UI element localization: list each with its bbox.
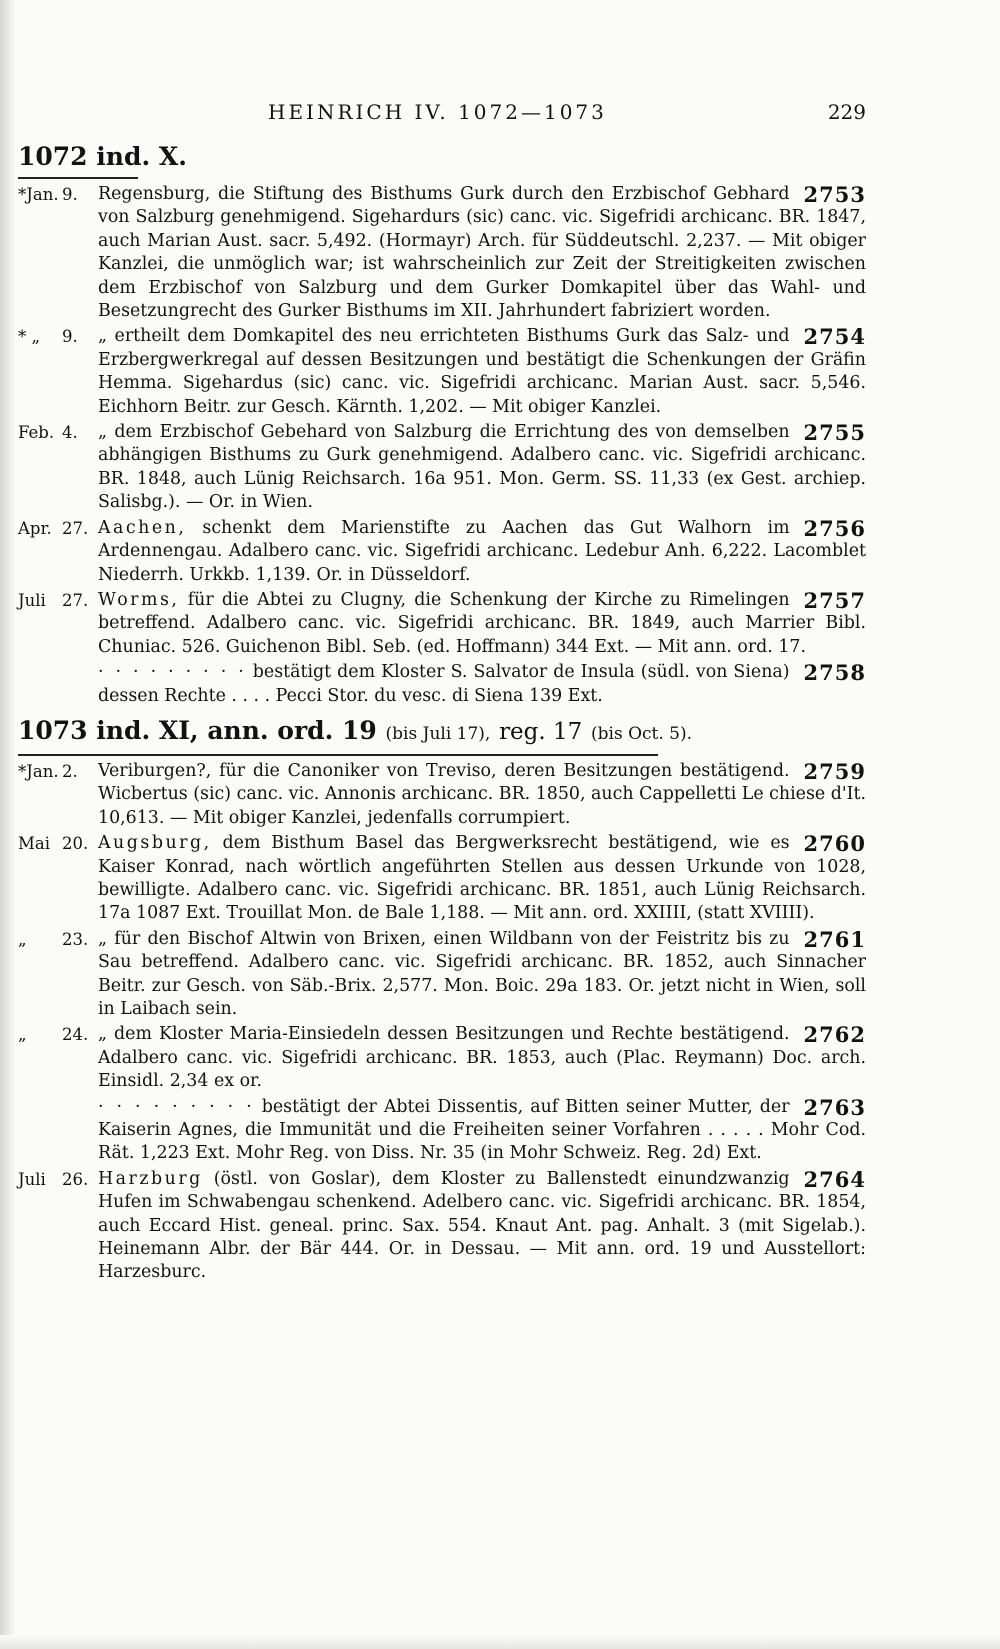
entry-number: 2761 bbox=[803, 926, 866, 952]
entry-number: 2753 bbox=[803, 182, 866, 207]
entry-date: *Jan. 9. bbox=[18, 185, 78, 204]
entry-place: Harzburg bbox=[98, 1168, 203, 1189]
entry-date: Apr. 27. bbox=[18, 518, 89, 538]
entry-number: 2755 bbox=[803, 420, 866, 446]
entry-leader-dots: · · · · · · · · · bbox=[98, 662, 247, 683]
running-head-title: HEINRICH IV. 1072—1073 bbox=[268, 100, 607, 124]
scan-shadow-left bbox=[0, 0, 16, 1649]
entry-date: Juli 27. bbox=[18, 590, 89, 610]
entry-2760 bbox=[18, 832, 866, 926]
entry-2764 bbox=[18, 1168, 866, 1285]
entry-text: 2753 Regensburg, die Stiftung des Bisthums Gurk durch den Erzbischof Gebhard von Salzburg genehmigend. Sigehardurs (sic) canc. vic. Sigefridi archicanc. BR. 1847, auch Marian Aust. sacr. 5,492. (Hormayr) Arch. für Süddeutschl. 2,237. — Mit obiger Kanzlei, die unmöglich war; ist wahrscheinlich zur Zeit der Streitigkeiten zwischen dem Erzbischof von Salzburg und dem Gurker Domkapitel über das Wahl- und Besetzungrecht des Gurker Bisthums im XII. Jahrhundert fabriziert worden. bbox=[98, 182, 866, 322]
entry-text: 2757 Worms, für die Abtei zu Clugny, die Schenkung der Kirche zu Rimelingen betreffend. Adalbero canc. vic. Sigefridi archicanc. BR. 1849, auch Marrier Bibl. Chuniac. 526. Guichenon Bibl. Seb. (ed. Hoffmann) 344 Ext. — Mit ann. ord. 17. bbox=[98, 587, 866, 657]
entry-number: 2764 bbox=[803, 1166, 866, 1192]
entry-text: 2758 · · · · · · · · · bestätigt dem Kloster S. Salvator de Insula (südl. von Siena) dessen Rechte . . . . Pecci Stor. du vesc. di Siena 139 Ext. bbox=[98, 660, 866, 706]
entry-2758 bbox=[18, 661, 866, 708]
entry-number: 2763 bbox=[803, 1094, 866, 1120]
heading-rule bbox=[18, 754, 658, 756]
entry-number: 2754 bbox=[803, 324, 866, 350]
entry-2756 bbox=[18, 517, 866, 587]
entry-date: Juli 26. bbox=[18, 1169, 89, 1189]
entry-text: 2764 Harzburg (östl. von Goslar), dem Kloster zu Ballenstedt einundzwanzig Hufen im Schwabengau schenkend. Adelbero canc. vic. Sigefridi archicanc. BR. 1854, auch Eccard Hist. geneal. princ. Sax. 554. Knaut Ant. pag. Anhalt. 3 (mit Sigelab.). Heinemann Albr. der Bär 444. Or. in Dessau. — Mit ann. ord. 19 und Ausstellort: Harzesburc. bbox=[98, 1166, 866, 1283]
entry-2759 bbox=[18, 760, 866, 830]
entry-text: 2760 Augsburg, dem Bisthum Basel das Bergwerksrecht bestätigend, wie es Kaiser Konrad, nach wörtlich angeführten Stellen aus dessen Urkunde von 1028, bewilligte. Adalbero canc. vic. Sigefridi archicanc. BR. 1851, auch Lünig Reichsarch. 17a 1087 Ext. Trouillat Mon. de Bale 1,188. — Mit ann. ord. XXIIII, (statt XVIIII). bbox=[98, 831, 866, 924]
running-head bbox=[18, 96, 866, 130]
entry-number: 2762 bbox=[803, 1022, 866, 1048]
entry-2762 bbox=[18, 1023, 866, 1093]
scan-shadow-bottom bbox=[0, 1635, 1000, 1649]
entry-2753 bbox=[18, 183, 866, 323]
entry-text: 2759 Veriburgen?, für die Canoniker von Treviso, deren Besitzungen bestätigend. Wicbertus (sic) canc. vic. Annonis archicanc. BR. 1850, auch Cappelletti Le chiese d'It. 10,613. — Mit obiger Kanzlei, jedenfalls corrumpiert. bbox=[98, 758, 866, 828]
year-heading-1073: 1073 ind. XI, ann. ord. 19 (bis Juli 17), reg. 17 (bis Oct. 5). bbox=[18, 715, 693, 745]
heading-rule bbox=[18, 177, 138, 179]
entry-date: * „ 9. bbox=[18, 327, 78, 347]
entry-place: Worms, bbox=[98, 589, 180, 610]
entry-date: „ 23. bbox=[18, 929, 89, 949]
entry-date: *Jan. 2. bbox=[18, 761, 78, 781]
entry-date: Feb. 4. bbox=[18, 423, 78, 443]
entry-text: 2762 „ dem Kloster Maria-Einsiedeln dessen Besitzungen und Rechte bestätigend. Adalbero canc. vic. Sigefridi archicanc. BR. 1853, auch (Plac. Reymann) Doc. arch. Einsidl. 2,34 ex or. bbox=[98, 1022, 866, 1092]
entry-2763 bbox=[18, 1096, 866, 1166]
entry-place: Augsburg, bbox=[98, 833, 212, 854]
entry-2761 bbox=[18, 928, 866, 1022]
entry-number: 2759 bbox=[803, 758, 866, 784]
entry-text: 2755 „ dem Erzbischof Gebehard von Salzburg die Errichtung des von demselben abhängigen Bisthums zu Gurk genehmigend. Adalbero canc. vic. Sigefridi archicanc. BR. 1848, auch Lünig Reichsarch. 16a 951. Mon. Germ. SS. 11,33 (ex Gest. archiep. Salisbg.). — Or. in Wien. bbox=[98, 420, 866, 513]
entry-2757 bbox=[18, 589, 866, 659]
entry-leader-dots: · · · · · · · · · bbox=[98, 1096, 255, 1117]
entry-date: „ 24. bbox=[18, 1025, 89, 1045]
page-number: 229 bbox=[827, 100, 866, 124]
entry-date: Mai 20. bbox=[18, 834, 89, 854]
entry-number: 2756 bbox=[803, 515, 866, 541]
entry-2755 bbox=[18, 421, 866, 515]
entry-number: 2760 bbox=[803, 831, 866, 857]
entry-number: 2757 bbox=[803, 587, 866, 613]
document-page bbox=[18, 96, 866, 1285]
year-heading-1072: 1072 ind. X. bbox=[18, 142, 187, 171]
entry-number: 2758 bbox=[803, 660, 866, 686]
entry-2754 bbox=[18, 325, 866, 419]
entry-text: 2756 Aachen, schenkt dem Marienstifte zu Aachen das Gut Walhorn im Ardennengau. Adalbero canc. vic. Sigefridi archicanc. Ledebur Anh. 6,222. Lacomblet Niederrh. Urkkb. 1,139. Or. in Düsseldorf. bbox=[98, 515, 866, 585]
entry-place: Aachen, bbox=[98, 517, 187, 538]
entry-text: 2754 „ ertheilt dem Domkapitel des neu errichteten Bisthums Gurk das Salz- und Erzbergwerkregal auf dessen Besitzungen und bestätigt die Schenkungen der Gräfin Hemma. Sigehardus (sic) canc. vic. Sigefridi archicanc. Marian Aust. sacr. 5,546. Eichhorn Beitr. zur Gesch. Kärnth. 1,202. — Mit obiger Kanzlei. bbox=[98, 324, 866, 417]
entry-text: 2763 · · · · · · · · · bestätigt der Abtei Dissentis, auf Bitten seiner Mutter, der Kaiserin Agnes, die Immunität und die Freiheiten seiner Vorfahren . . . . . Mohr Cod. Rät. 1,223 Ext. Mohr Reg. von Diss. Nr. 35 (in Mohr Schweiz. Reg. 2d) Ext. bbox=[98, 1094, 866, 1164]
entry-text: 2761 „ für den Bischof Altwin von Brixen, einen Wildbann von der Feistritz bis zu Sau betreffend. Adalbero canc. vic. Sigefridi archicanc. BR. 1852, auch Sinnacher Beitr. zur Gesch. von Säb.-Brix. 2,577. Mon. Boic. 29a 183. Or. jetzt nicht in Wien, soll in Laibach sein. bbox=[98, 926, 866, 1019]
